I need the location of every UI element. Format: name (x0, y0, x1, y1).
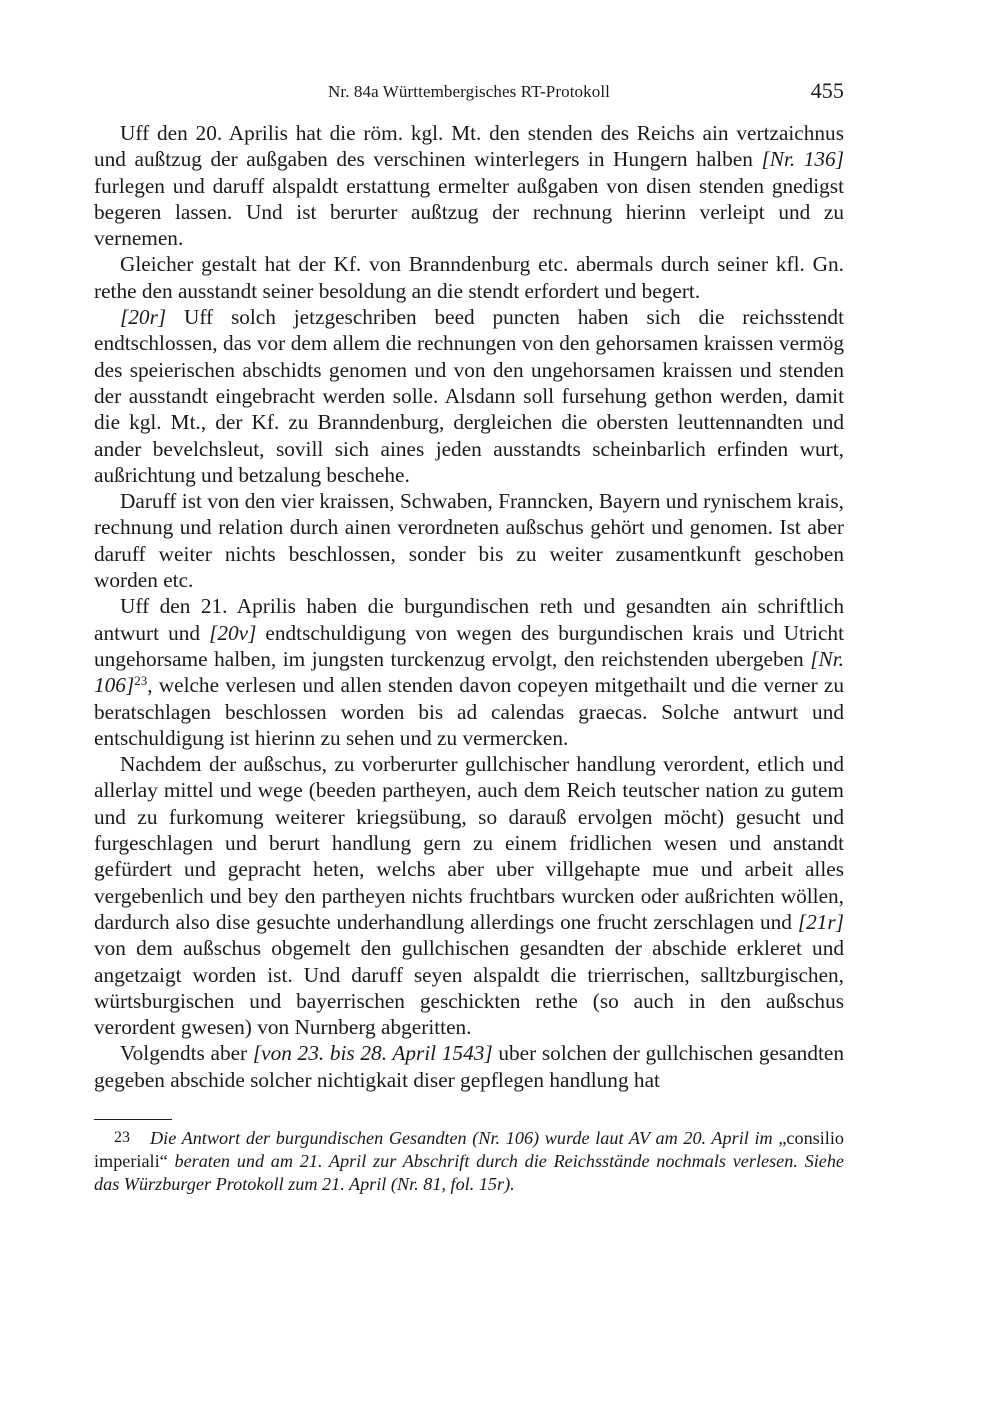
document-page (94, 78, 844, 1196)
page-number: 455 (810, 78, 844, 103)
footnote-reference: 23 (134, 673, 148, 689)
paragraph: Uff den 21. Aprilis haben die burgundischen reth und gesandten ain schriftlich antwurt und [20v] endtschuldigung von wegen des burgundischen krais und Utricht ungehorsame halben, im jungsten turckenzug ervolgt, den reichstenden ubergeben [Nr. 106]$^{23}$, welche verlesen und allen stenden davon copeyen mitgethailt und die verner zu beratschlagen beschlossen worden bis ad calendas graecas. Solche antwurt und entschuldigung ist hierinn zu sehen und zu vermercken. (94, 594, 844, 750)
paragraph: Nachdem der außschus, zu vorberurter gullchischer handlung verordent, etlich und allerlay mittel und wege (beeden partheyen, auch dem Reich teutscher nation zu gutem und zu furkomung weiterer kriegsübung, so darauß ervolgen möcht) gesucht und furgeschlagen und berurt handlung gern zu einem fridlichen wesen und anstandt gefürdert und gepracht heten, welchs aber uber villgehapte mue und arbeit alles vergebenlich und bey den partheyen nichts fruchtbars wurcken oder außrichten wöllen, dardurch also dise gesuchte underhandlung allerdings one frucht zerschlagen und [21r] von dem außschus obgemelt den gullchischen gesandten der abschide erkleret und angetzaigt worden ist. Und daruff seyen alspaldt die trierrischen, salltzburgischen, würtsburgischen und bayerrischen geschickten rethe (so auch in den außschus verordent gwesen) von Nurnberg abgeritten. (94, 752, 844, 1040)
paragraph: Volgendts aber [von 23. bis 28. April 1543] uber solchen der gullchischen gesandten gegeben abschide solcher nichtigkait diser gepflegen handlung hat (94, 1041, 844, 1092)
editorial-reference: [Nr. 106] (94, 646, 844, 698)
footnote-divider (94, 1119, 172, 1120)
quoted-phrase: „consilio imperiali“ (94, 1127, 844, 1171)
folio-marker: [20v] (209, 620, 257, 645)
paragraph: Daruff ist von den vier kraissen, Schwaben, Franncken, Bayern und rynischem krais, rechnung und relation durch ainen verordneten außschus gehört und genomen. Ist aber daruff weiter nichts beschlossen, sonder bis zu weiter zusamentkunft geschoben worden etc. (94, 489, 844, 593)
running-head-title: Nr. 84a Württembergisches RT-Protokoll (328, 82, 610, 101)
editorial-date: [von 23. bis 28. April 1543] (252, 1041, 493, 1066)
paragraph: Gleicher gestalt hat der Kf. von Branndenburg etc. abermals durch seiner kfl. Gn. rethe den ausstandt seiner besoldung an die stendt erfordert und begert. (94, 252, 844, 303)
body-text (94, 120, 844, 1093)
paragraph: [20r] Uff solch jetzgeschriben beed puncten haben sich die reichsstendt endtschlossen, das vor dem allem die rechnungen von den gehorsamen kraissen vermög des speierischen abschidts genomen und von den ungehorsamen kraissen und stenden der ausstandt eingebracht werden solle. Alsdann soll fursehung gethon werden, damit die kgl. Mt., der Kf. zu Branndenburg, dergleichen die obersten leuttennandten und ander bevelchsleut, sovill sich aines jeden ausstandts scheinbarlich erfinden wurt, außrichtung und betzalung beschehe. (94, 305, 844, 487)
footnote-number: 23 (114, 1128, 130, 1146)
folio-marker: [21r] (797, 909, 844, 934)
editorial-reference: [Nr. 136] (761, 147, 844, 172)
paragraph: Uff den 20. Aprilis hat die röm. kgl. Mt. den stenden des Reichs ain vertzaichnus und außtzug der außgaben des verschinen winterlegers in Hungern halben [Nr. 136] furlegen und daruff alspaldt erstattung ermelter außgaben von disen stenden gnedigst begeren lassen. Und ist berurter außtzug der rechnung hierinn verleipt und zu vernemen. (94, 121, 844, 251)
footnote: 23 Die Antwort der burgundischen Gesandten (Nr. 106) wurde laut AV am 20. April im „consilio imperiali“ beraten und am 21. April zur Abschrift durch die Reichsstände nochmals verlesen. Siehe das Würzburger Protokoll zum 21. April (Nr. 81, fol. 15r). (94, 1127, 844, 1194)
folio-marker: [20r] (120, 305, 167, 330)
running-head (94, 78, 844, 108)
